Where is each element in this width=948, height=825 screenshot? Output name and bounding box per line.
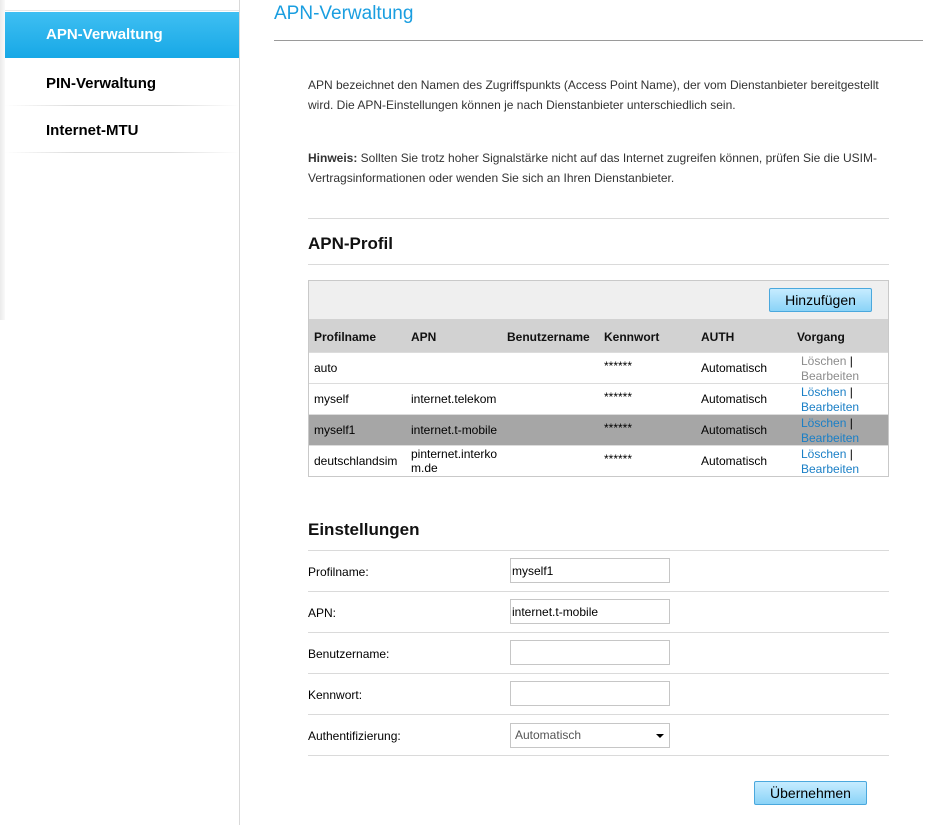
apn-profile-table [308,280,889,477]
delete-link[interactable]: Löschen [801,385,847,399]
sidebar-divider [5,105,239,106]
section-divider [308,264,889,265]
sidebar-item-label: APN-Verwaltung [46,26,163,43]
add-profile-button[interactable]: Hinzufügen [769,288,872,312]
auth-label: Authentifizierung: [308,729,401,743]
table-row[interactable] [309,383,888,414]
action-separator: | [849,354,853,368]
form-row-profilname [308,550,889,591]
hint-label: Hinweis: [308,151,358,165]
column-header-apn: APN [411,330,437,344]
sidebar-divider [5,152,239,153]
cell-profilname: myself1 [314,423,356,437]
title-divider [274,40,923,41]
action-separator: | [849,385,853,399]
sidebar-item-pin-verwaltung[interactable] [5,61,239,107]
cell-apn: internet.telekom [411,392,497,406]
column-header-vorgang: Vorgang [797,330,845,344]
cell-auth: Automatisch [701,392,768,406]
cell-auth: Automatisch [701,361,768,375]
sidebar-item-label: Internet-MTU [46,122,139,139]
table-row[interactable] [309,352,888,383]
column-header-profilname: Profilname [314,330,377,344]
profilname-label: Profilname: [308,565,369,579]
kennwort-label: Kennwort: [308,688,363,702]
cell-profilname: auto [314,361,338,375]
form-divider [308,755,889,756]
delete-link[interactable]: Löschen [801,416,847,430]
benutzername-input[interactable] [510,640,670,665]
column-header-kennwort: Kennwort [604,330,660,344]
benutzername-label: Benutzername: [308,647,390,661]
form-row-kennwort [308,673,889,714]
section-divider [308,218,889,219]
edit-link[interactable]: Bearbeiten [801,431,860,445]
cell-auth: Automatisch [701,423,768,437]
hint-text [308,148,893,188]
cell-kennwort: ****** [604,390,633,404]
auth-select[interactable] [510,723,670,748]
cell-apn: internet.t-mobile [411,423,498,437]
cell-auth: Automatisch [701,454,768,468]
edit-link[interactable]: Bearbeiten [801,400,860,414]
kennwort-input[interactable] [510,681,670,706]
delete-link[interactable]: Löschen [801,354,847,368]
cell-kennwort: ****** [604,421,633,435]
settings-title: Einstellungen [308,520,420,539]
profilname-input[interactable] [510,558,670,583]
sidebar-item-label: PIN-Verwaltung [46,75,157,92]
cell-apn: pinternet.interkom.de [411,447,498,475]
apn-input[interactable] [510,599,670,624]
row-actions [801,354,859,384]
cell-kennwort: ****** [604,452,633,466]
auth-select-value: Automatisch [515,728,582,742]
table-row[interactable] [309,445,888,476]
row-actions [801,416,859,446]
row-actions [801,385,859,415]
column-header-benutzername: Benutzername [507,330,590,344]
apn-label: APN: [308,606,337,620]
intro-text: APN bezeichnet den Namen des Zugriffspunkts (Access Point Name), der vom Dienstanbieter bereitgestellt wird. Die APN-Einstellungen können je nach Dienstanbieter unterschiedlich sein. [308,78,879,112]
row-actions [801,447,859,477]
cell-profilname: deutschlandsim [314,454,398,468]
sidebar-item-apn-verwaltung[interactable] [5,12,239,58]
table-toolbar [309,281,888,319]
edit-link[interactable]: Bearbeiten [801,369,860,383]
apn-profile-title: APN-Profil [308,234,393,253]
column-header-auth: AUTH [701,330,735,344]
chevron-down-icon [656,734,664,738]
action-separator: | [849,447,853,461]
table-header [309,319,888,352]
apply-button[interactable]: Übernehmen [754,781,867,805]
delete-link[interactable]: Löschen [801,447,847,461]
edit-link[interactable]: Bearbeiten [801,462,860,476]
sidebar-item-internet-mtu[interactable] [5,108,239,154]
page-title: APN-Verwaltung [274,3,414,24]
cell-kennwort: ****** [604,359,633,373]
table-row-selected[interactable] [309,414,888,445]
hint-body: Sollten Sie trotz hoher Signalstärke nicht auf das Internet zugreifen können, prüfen Sie die USIM-Vertragsinformationen oder wenden Sie sich an Ihren Dienstanbieter. [308,151,877,185]
form-row-auth [308,714,889,755]
form-row-benutzername [308,632,889,673]
sidebar-divider [5,10,239,11]
sidebar [0,0,240,825]
cell-profilname: myself [314,392,349,406]
form-row-apn [308,591,889,632]
action-separator: | [849,416,853,430]
